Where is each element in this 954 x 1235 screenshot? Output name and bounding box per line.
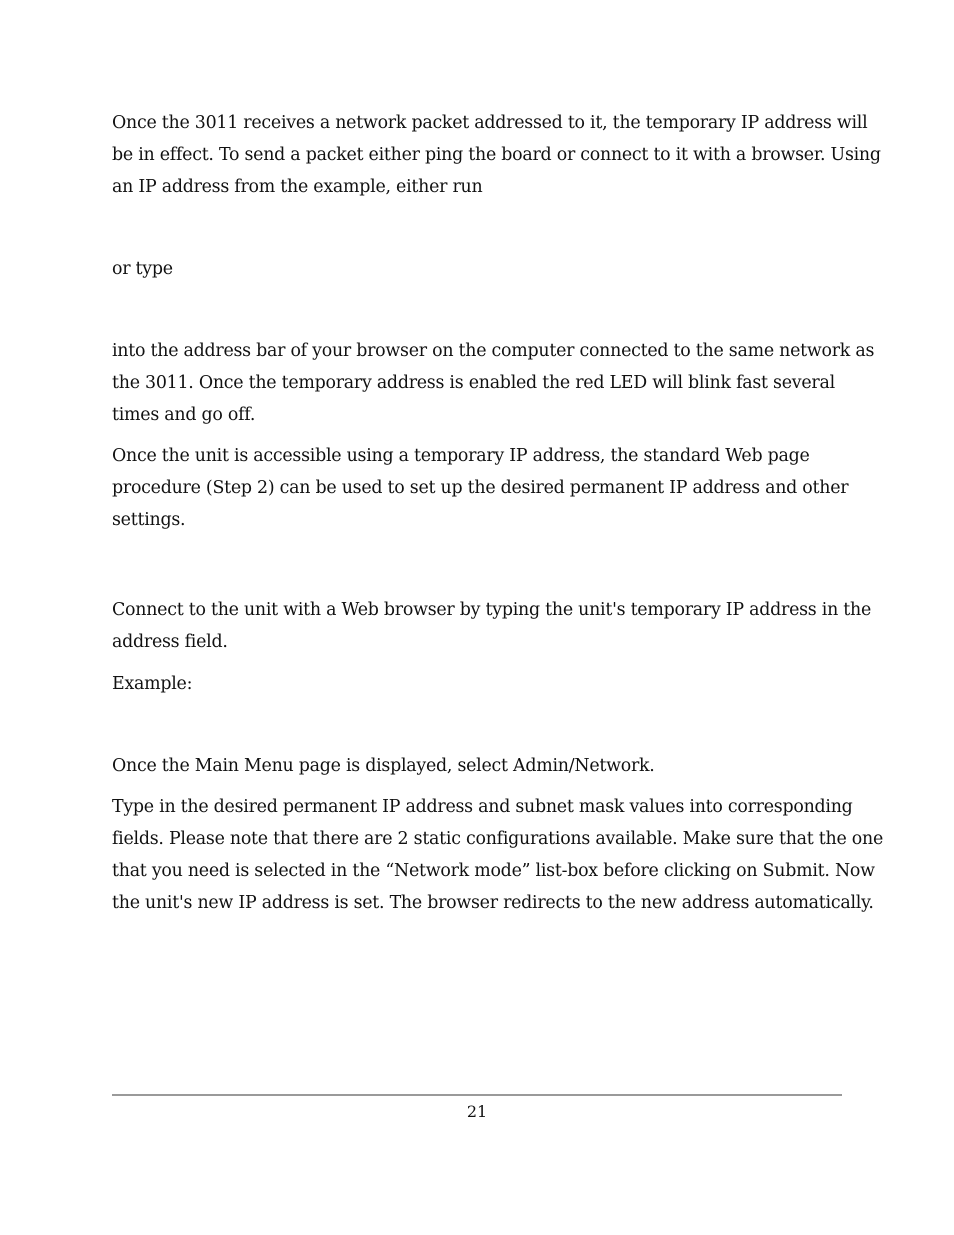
paragraph-main-menu: [112, 750, 844, 782]
text-line: the unit's new IP address is set. The browser redirects to the new address automatically.: [112, 893, 874, 913]
paragraph-web-page-procedure: [112, 440, 849, 536]
text-line: Once the unit is accessible using a temporary IP address, the standard Web page: [112, 446, 810, 466]
text-line: times and go off.: [112, 405, 256, 425]
text-line: Connect to the unit with a Web browser by typing the unit's temporary IP address in the: [112, 600, 872, 620]
document-page: [112, 0, 884, 1235]
text-line: an IP address from the example, either run: [112, 177, 483, 197]
paragraph-permanent-ip: [112, 791, 884, 919]
text-line: Example:: [112, 674, 193, 694]
text-line: into the address bar of your browser on the computer connected to the same network as: [112, 341, 875, 361]
paragraph-example: [112, 668, 844, 700]
text-line: Once the 3011 receives a network packet addressed to it, the temporary IP address will: [112, 113, 868, 133]
text-line: address field.: [112, 632, 228, 652]
text-line: the 3011. Once the temporary address is enabled the red LED will blink fast several: [112, 373, 835, 393]
footer-divider: [112, 1094, 842, 1096]
text-line: Type in the desired permanent IP address and subnet mask values into corresponding: [112, 797, 853, 817]
paragraph-connect-browser: [112, 594, 872, 658]
text-line: or type: [112, 259, 173, 279]
text-line: that you need is selected in the “Network mode” list-box before clicking on Submit. Now: [112, 861, 875, 881]
page-number: 21: [466, 1102, 488, 1121]
text-line: be in effect. To send a packet either ping the board or connect to it with a browser. Using: [112, 145, 881, 165]
text-line: Once the Main Menu page is displayed, select Admin/Network.: [112, 756, 655, 776]
text-line: fields. Please note that there are 2 static configurations available. Make sure that the one: [112, 829, 884, 849]
text-line: procedure (Step 2) can be used to set up the desired permanent IP address and other: [112, 478, 849, 498]
paragraph-or-type: [112, 253, 844, 285]
text-line: settings.: [112, 510, 186, 530]
paragraph-address-bar: [112, 335, 875, 431]
paragraph-temporary-ip-effect: [112, 107, 881, 203]
